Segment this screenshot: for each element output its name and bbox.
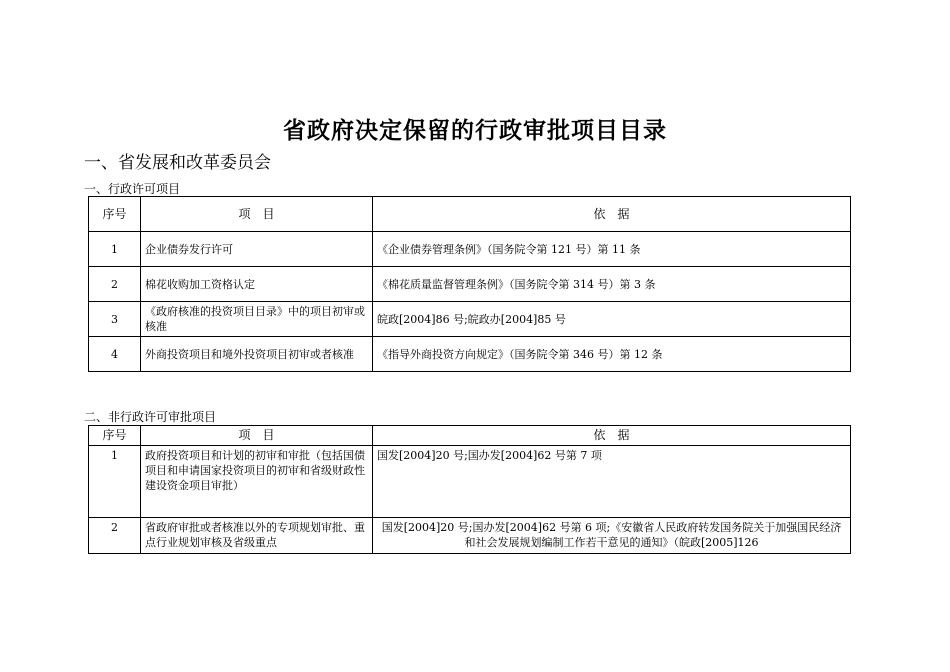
table-header-row <box>89 197 851 232</box>
row-item: 外商投资项目和境外投资项目初审或者核准 <box>141 337 373 372</box>
table-row <box>89 267 851 302</box>
row-no: 1 <box>89 446 141 518</box>
row-item: 棉花收购加工资格认定 <box>141 267 373 302</box>
row-basis: 国发[2004]20 号;国办发[2004]62 号第 6 项;《安徽省人民政府转发国务院关于加强国民经济和社会发展规划编制工作若干意见的通知》（皖政[2005]126 <box>373 518 851 554</box>
column-header-item: 项 目 <box>141 197 373 232</box>
row-basis: 《指导外商投资方向规定》（国务院令第 346 号）第 12 条 <box>373 337 851 372</box>
column-header-basis: 依 据 <box>373 426 851 446</box>
column-header-basis: 依 据 <box>373 197 851 232</box>
department-heading: 一、省发展和改革委员会 <box>84 153 271 173</box>
licensing-items-table <box>88 196 851 372</box>
document-title: 省政府决定保留的行政审批项目目录 <box>283 118 667 144</box>
row-no: 2 <box>89 267 141 302</box>
section-heading-non-licensing: 二、非行政许可审批项目 <box>84 410 217 424</box>
row-item: 企业债券发行许可 <box>141 232 373 267</box>
row-basis: 皖政[2004]86 号;皖政办[2004]85 号 <box>373 302 851 337</box>
row-no: 1 <box>89 232 141 267</box>
table-header-row <box>89 426 851 446</box>
column-header-no: 序号 <box>89 426 141 446</box>
table-row <box>89 337 851 372</box>
table-row <box>89 518 851 554</box>
row-item: 《政府核准的投资项目目录》中的项目初审或核准 <box>141 302 373 337</box>
table-row <box>89 446 851 518</box>
row-basis: 国发[2004]20 号;国办发[2004]62 号第 7 项 <box>373 446 851 518</box>
section-heading-licensing: 一、行政许可项目 <box>84 182 181 196</box>
row-no: 2 <box>89 518 141 554</box>
row-basis: 《棉花质量监督管理条例》（国务院令第 314 号）第 3 条 <box>373 267 851 302</box>
table-row <box>89 302 851 337</box>
column-header-item: 项 目 <box>141 426 373 446</box>
row-no: 3 <box>89 302 141 337</box>
row-item: 省政府审批或者核准以外的专项规划审批、重点行业规划审核及省级重点 <box>141 518 373 554</box>
non-licensing-items-table <box>88 425 851 554</box>
row-basis: 《企业债券管理条例》（国务院令第 121 号）第 11 条 <box>373 232 851 267</box>
table-row <box>89 232 851 267</box>
row-item: 政府投资项目和计划的初审和审批（包括国债项目和申请国家投资项目的初审和省级财政性建设资金项目审批） <box>141 446 373 518</box>
row-no: 4 <box>89 337 141 372</box>
column-header-no: 序号 <box>89 197 141 232</box>
